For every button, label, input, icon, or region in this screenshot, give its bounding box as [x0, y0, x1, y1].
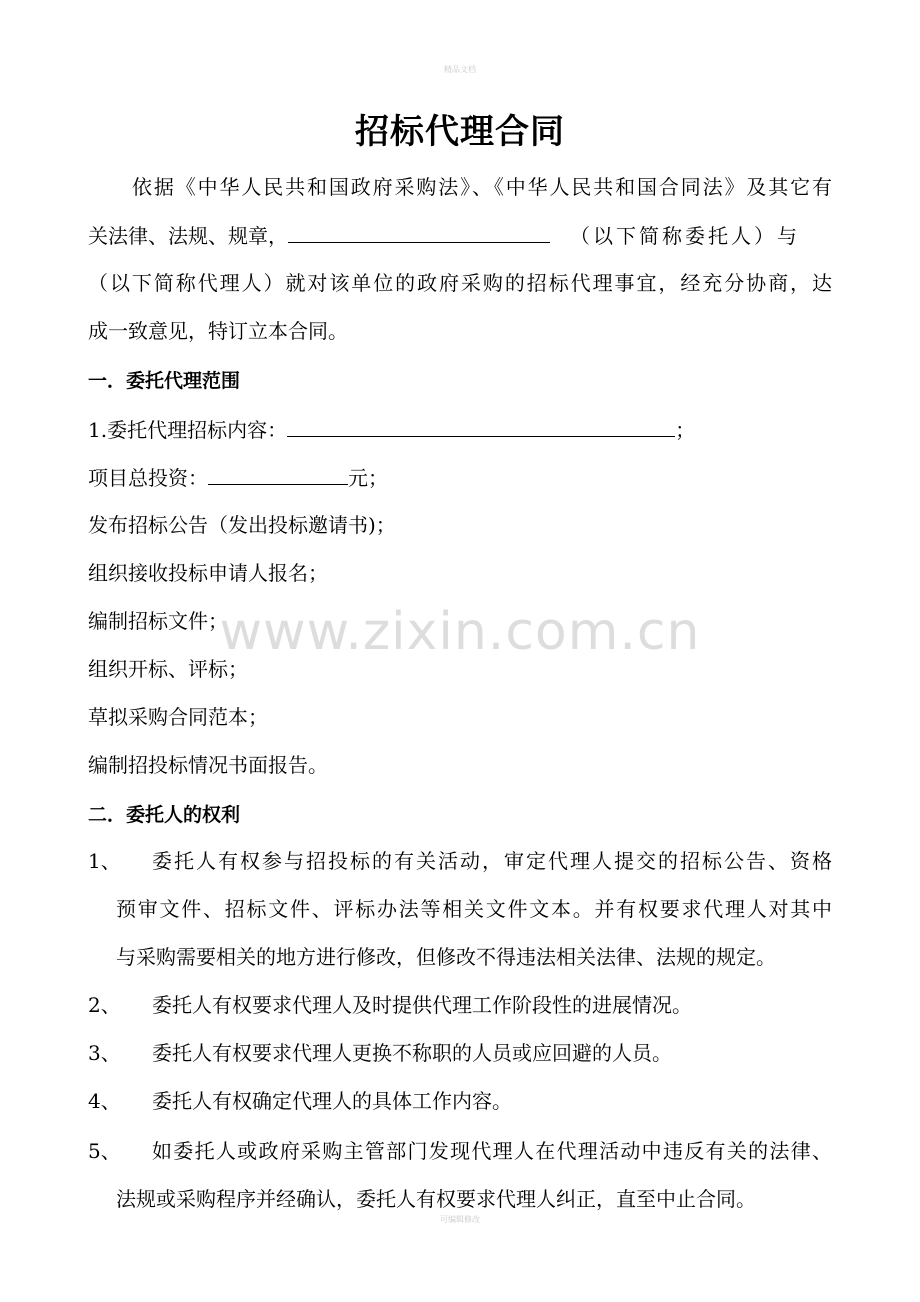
- task-item: 草拟采购合同范本；: [88, 705, 268, 729]
- watermark: www.zixin.com.cn: [219, 602, 701, 662]
- right-item-number: 1、: [88, 849, 121, 873]
- investment-line: 项目总投资： 元；: [88, 462, 832, 493]
- task-item: 发布招标公告（发出投标邀请书)；: [88, 513, 396, 537]
- right-item-text: 如委托人或政府采购主管部门发现代理人在代理活动中违反有关的法律、: [152, 1139, 832, 1163]
- client-name-blank[interactable]: [288, 220, 550, 243]
- right-item-text: 委托人有权确定代理人的具体工作内容。: [152, 1089, 512, 1113]
- right-item-text: 委托人有权参与招投标的有关活动，审定代理人提交的招标公告、资格: [152, 849, 832, 873]
- right-item-text: 与采购需要相关的地方进行修改，但修改不得违法相关法律、法规的规定。: [116, 945, 776, 969]
- investment-blank[interactable]: [208, 462, 348, 485]
- section-2-heading: 二．委托人的权利: [88, 804, 241, 826]
- intro-line-3: （以下简称代理人）就对该单位的政府采购的招标代理事宜，经充分协商，达: [88, 271, 832, 295]
- right-item-number: 4、: [88, 1089, 121, 1113]
- right-item-number: 2、: [88, 993, 121, 1017]
- scope-content-line: 1.委托代理招标内容： ；: [88, 414, 832, 445]
- task-item: 编制招标文件；: [88, 609, 228, 633]
- scope-content-blank[interactable]: [287, 414, 675, 437]
- intro-line-4: 成一致意见，特订立本合同。: [88, 319, 348, 343]
- right-item-text: 预审文件、招标文件、评标办法等相关文件文本。并有权要求代理人对其中: [116, 897, 832, 921]
- right-item-text: 法规或采购程序并经确认，委托人有权要求代理人纠正，直至中止合同。: [116, 1187, 756, 1211]
- investment-label: 项目总投资：: [88, 466, 208, 490]
- task-item: 组织开标、评标；: [88, 657, 248, 681]
- section-1-heading: 一．委托代理范围: [88, 370, 241, 392]
- right-item-text: 委托人有权要求代理人更换不称职的人员或应回避的人员。: [152, 1041, 672, 1065]
- task-item: 编制招投标情况书面报告。: [88, 753, 328, 777]
- right-item-number: 3、: [88, 1041, 121, 1065]
- intro-line-2-start: 关法律、法规、规章，: [88, 224, 288, 248]
- task-item: 组织接收投标申请人报名；: [88, 561, 328, 585]
- document-title: 招标代理合同: [355, 112, 565, 152]
- scope-content-label: 1.委托代理招标内容：: [88, 418, 288, 442]
- footer-mark: 可编辑修改: [440, 1215, 480, 1224]
- right-item-number: 5、: [88, 1139, 121, 1163]
- intro-line-1: 依据《中华人民共和国政府采购法》、《中华人民共和国合同法》及其它有: [132, 175, 832, 199]
- intro-line-2-end: （以下简称委托人）与: [570, 224, 800, 248]
- right-item-text: 委托人有权要求代理人及时提供代理工作阶段性的进展情况。: [152, 993, 692, 1017]
- intro-line-2: [88, 220, 832, 251]
- header-mark: 精品文档: [444, 65, 476, 74]
